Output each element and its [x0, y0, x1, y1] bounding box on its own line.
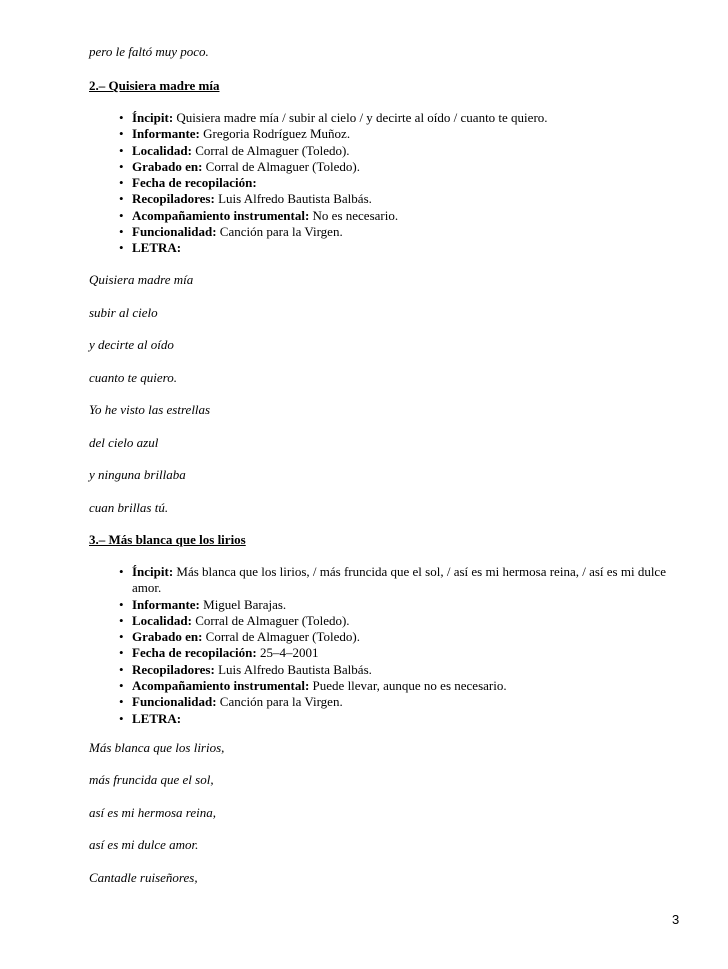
- field-acompanamiento: • Acompañamiento instrumental: Puede llevar, aunque no es necesario.: [118, 678, 672, 694]
- lyric-line: más fruncida que el sol,: [89, 772, 214, 787]
- metadata-list: [118, 110, 548, 257]
- lyric-line: cuanto te quiero.: [89, 370, 177, 385]
- field-incipit: • Íncipit: Quisiera madre mía / subir al cielo / y decirte al oído / cuanto te quiero.: [118, 110, 548, 126]
- field-incipit: • Íncipit: Más blanca que los lirios, / más fruncida que el sol, / así es mi hermosa reina, / así es mi dulce amor.: [118, 564, 672, 597]
- field-fecha: • Fecha de recopilación:: [118, 175, 548, 191]
- field-acompanamiento: • Acompañamiento instrumental: No es necesario.: [118, 208, 548, 224]
- lyric-line: así es mi hermosa reina,: [89, 805, 216, 820]
- field-grabado: • Grabado en: Corral de Almaguer (Toledo).: [118, 159, 548, 175]
- lyric-line: y decirte al oído: [89, 337, 174, 352]
- field-recopiladores: • Recopiladores: Luis Alfredo Bautista Balbás.: [118, 662, 672, 678]
- field-informante: • Informante: Gregoria Rodríguez Muñoz.: [118, 126, 548, 142]
- section-heading: 2.– Quisiera madre mía: [89, 78, 220, 93]
- lyric-line: Yo he visto las estrellas: [89, 402, 211, 417]
- field-informante: • Informante: Miguel Barajas.: [118, 597, 672, 613]
- field-letra: • LETRA:: [118, 240, 548, 256]
- lyric-line: Quisiera madre mía: [89, 272, 194, 287]
- page-number: 3: [672, 912, 680, 927]
- field-localidad: • Localidad: Corral de Almaguer (Toledo).: [118, 613, 672, 629]
- field-funcionalidad: • Funcionalidad: Canción para la Virgen.: [118, 694, 672, 710]
- lyric-line: Cantadle ruiseñores,: [89, 870, 198, 885]
- section-heading: 3.– Más blanca que los lirios: [89, 532, 246, 547]
- field-fecha: • Fecha de recopilación: 25–4–2001: [118, 645, 672, 661]
- metadata-list: [118, 564, 672, 727]
- field-letra: • LETRA:: [118, 711, 672, 727]
- field-recopiladores: • Recopiladores: Luis Alfredo Bautista Balbás.: [118, 191, 548, 207]
- lyric-line: del cielo azul: [89, 435, 159, 450]
- lyric-line: y ninguna brillaba: [89, 467, 186, 482]
- field-funcionalidad: • Funcionalidad: Canción para la Virgen.: [118, 224, 548, 240]
- lyric-line: cuan brillas tú.: [89, 500, 169, 515]
- lyric-line: Más blanca que los lirios,: [89, 740, 225, 755]
- lyric-line: subir al cielo: [89, 305, 158, 320]
- field-localidad: • Localidad: Corral de Almaguer (Toledo).: [118, 143, 548, 159]
- field-grabado: • Grabado en: Corral de Almaguer (Toledo).: [118, 629, 672, 645]
- intro-line: pero le faltó muy poco.: [89, 44, 209, 59]
- lyric-line: así es mi dulce amor.: [89, 837, 199, 852]
